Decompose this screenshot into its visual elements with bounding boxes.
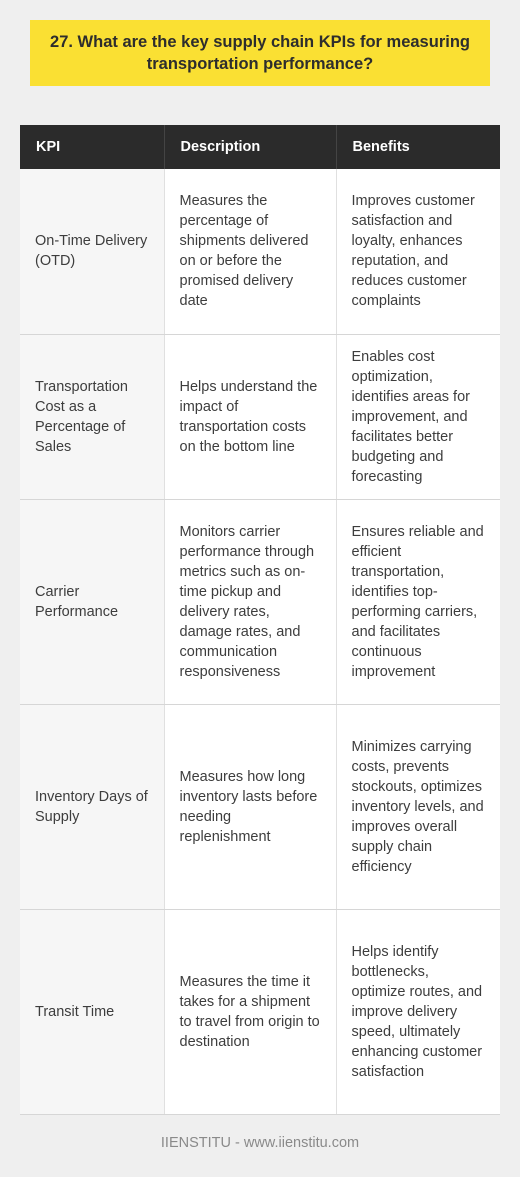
table-row <box>20 704 500 909</box>
kpi-table <box>20 125 500 1115</box>
benefits-cell: Improves customer satisfaction and loyalty, enhances reputation, and reduces customer complaints <box>336 169 500 334</box>
table-header-row <box>20 125 500 169</box>
description-cell: Measures the percentage of shipments delivered on or before the promised delivery date <box>164 169 336 334</box>
benefits-cell: Ensures reliable and efficient transportation, identifies top-performing carriers, and facilitates continuous improvement <box>336 499 500 704</box>
table-row <box>20 169 500 334</box>
description-cell: Measures how long inventory lasts before needing replenishment <box>164 704 336 909</box>
footer-credit: IIENSTITU - www.iienstitu.com <box>160 1135 360 1151</box>
benefits-cell: Enables cost optimization, identifies areas for improvement, and facilitates better budgeting and forecasting <box>336 334 500 499</box>
kpi-cell: Carrier Performance <box>20 499 164 704</box>
kpi-cell: Transportation Cost as a Percentage of Sales <box>20 334 164 499</box>
header-benefits: Benefits <box>336 125 500 169</box>
table-row <box>20 499 500 704</box>
benefits-cell: Helps identify bottlenecks, optimize routes, and improve delivery speed, ultimately enhancing customer satisfaction <box>336 909 500 1114</box>
benefits-cell: Minimizes carrying costs, prevents stockouts, optimizes inventory levels, and improves overall supply chain efficiency <box>336 704 500 909</box>
table-row <box>20 909 500 1114</box>
header-kpi: KPI <box>20 125 164 169</box>
kpi-cell: On-Time Delivery (OTD) <box>20 169 164 334</box>
header-description: Description <box>164 125 336 169</box>
table-row <box>20 334 500 499</box>
description-cell: Measures the time it takes for a shipment to travel from origin to destination <box>164 909 336 1114</box>
kpi-cell: Transit Time <box>20 909 164 1114</box>
description-cell: Monitors carrier performance through metrics such as on-time pickup and delivery rates, damage rates, and communication responsiveness <box>164 499 336 704</box>
title-banner <box>30 20 490 86</box>
description-cell: Helps understand the impact of transportation costs on the bottom line <box>164 334 336 499</box>
page-title: 27. What are the key supply chain KPIs for measuring transportation performance? <box>50 33 470 73</box>
kpi-cell: Inventory Days of Supply <box>20 704 164 909</box>
